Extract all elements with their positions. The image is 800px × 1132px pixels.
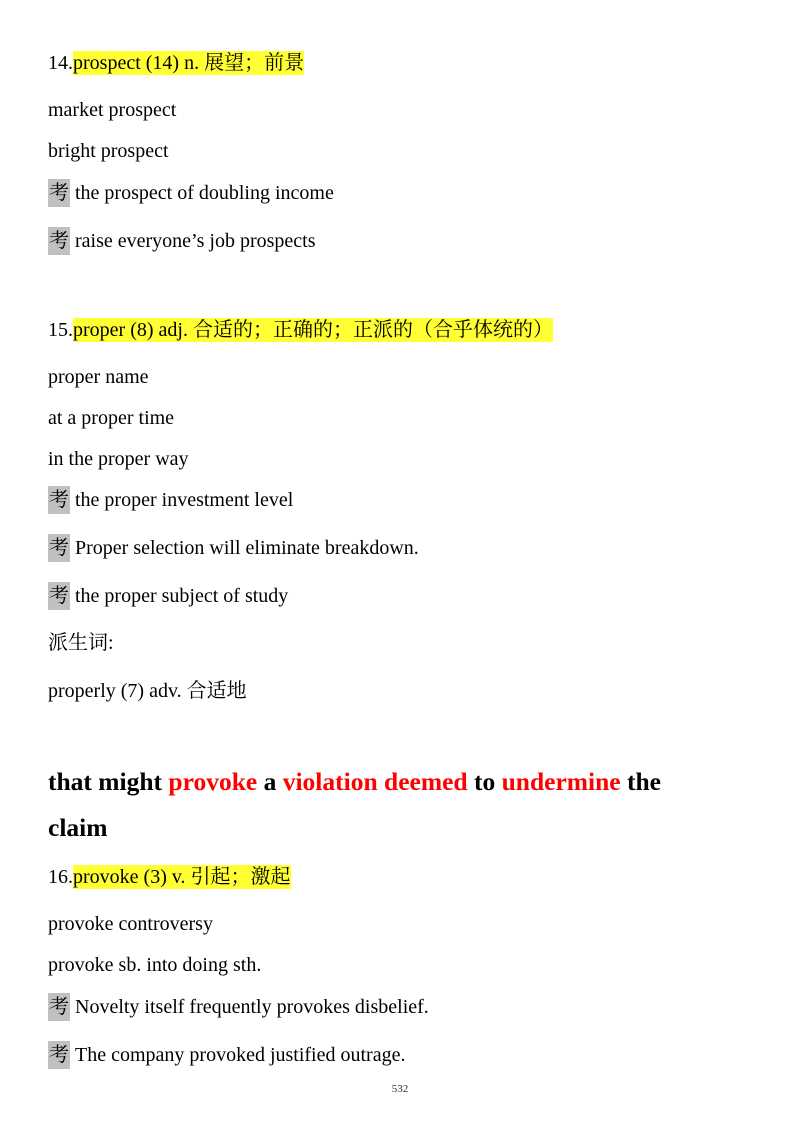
kao-badge: 考: [48, 534, 70, 562]
entry-highlight: prospect (14) n. 展望；前景: [73, 52, 305, 74]
entry-15-heading: [48, 317, 553, 343]
headline-keyword: provoke: [168, 767, 258, 796]
headline-keyword: undermine: [501, 767, 621, 796]
kao-badge: 考: [48, 582, 70, 610]
exam-text: the prospect of doubling income: [75, 182, 334, 204]
exam-example: [48, 179, 334, 207]
exam-text: the proper subject of study: [75, 585, 289, 607]
kao-badge: 考: [48, 179, 70, 207]
exam-text: The company provoked justified outrage.: [75, 1044, 406, 1066]
exam-example: [48, 534, 419, 562]
headline-line-1: [48, 767, 661, 797]
headline-text: that might: [48, 767, 169, 796]
entry-number: 16.: [48, 866, 73, 888]
headline-keyword: violation deemed: [282, 767, 468, 796]
exam-example: [48, 1041, 405, 1069]
derivative: properly (7) adv. 合适地: [48, 680, 247, 702]
entry-number: 14.: [48, 52, 73, 74]
entry-14-heading: [48, 50, 304, 76]
exam-text: the proper investment level: [75, 489, 294, 511]
entry-number: 15.: [48, 319, 73, 341]
entry-highlight: provoke (3) v. 引起；激起: [73, 866, 291, 888]
headline-text: the: [620, 767, 661, 796]
exam-example: [48, 486, 293, 514]
entry-highlight: proper (8) adj. 合适的；正确的；正派的（合乎体统的）: [73, 319, 553, 341]
phrase: market prospect: [48, 99, 177, 121]
exam-text: Proper selection will eliminate breakdown.: [75, 537, 419, 559]
kao-badge: 考: [48, 486, 70, 514]
phrase: provoke sb. into doing sth.: [48, 954, 262, 976]
headline-line-2: claim: [48, 813, 108, 842]
phrase: proper name: [48, 366, 149, 388]
exam-example: [48, 993, 429, 1021]
phrase: bright prospect: [48, 140, 169, 162]
headline-text: to: [467, 767, 502, 796]
entry-16-heading: [48, 864, 291, 890]
exam-text: raise everyone’s job prospects: [75, 230, 316, 252]
phrase: in the proper way: [48, 448, 189, 470]
kao-badge: 考: [48, 227, 70, 255]
phrase: provoke controversy: [48, 913, 213, 935]
kao-badge: 考: [48, 993, 70, 1021]
exam-text: Novelty itself frequently provokes disbelief.: [75, 996, 429, 1018]
kao-badge: 考: [48, 1041, 70, 1069]
headline-text: a: [257, 767, 283, 796]
exam-example: [48, 582, 288, 610]
page-number: 532: [391, 1083, 409, 1095]
derivative-label: 派生词:: [48, 632, 114, 654]
phrase: at a proper time: [48, 407, 175, 429]
exam-example: [48, 227, 315, 255]
